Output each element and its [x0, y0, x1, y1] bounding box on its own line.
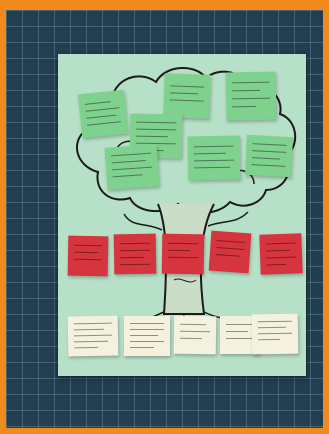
green-sticky-note [226, 72, 277, 121]
red-sticky-note [259, 233, 302, 274]
green-sticky-note [188, 136, 241, 181]
green-sticky-note [163, 73, 211, 119]
red-sticky-note [209, 231, 252, 274]
red-sticky-note [114, 234, 157, 275]
green-sticky-note [245, 135, 293, 177]
tree-poster [58, 54, 306, 376]
white-sticky-note [68, 316, 119, 357]
red-sticky-note [162, 234, 205, 275]
red-sticky-note [68, 236, 109, 277]
green-sticky-note [78, 90, 128, 139]
white-sticky-note [252, 314, 299, 355]
white-sticky-note [124, 316, 170, 356]
green-sticky-note [105, 144, 160, 190]
white-sticky-note [174, 316, 217, 355]
